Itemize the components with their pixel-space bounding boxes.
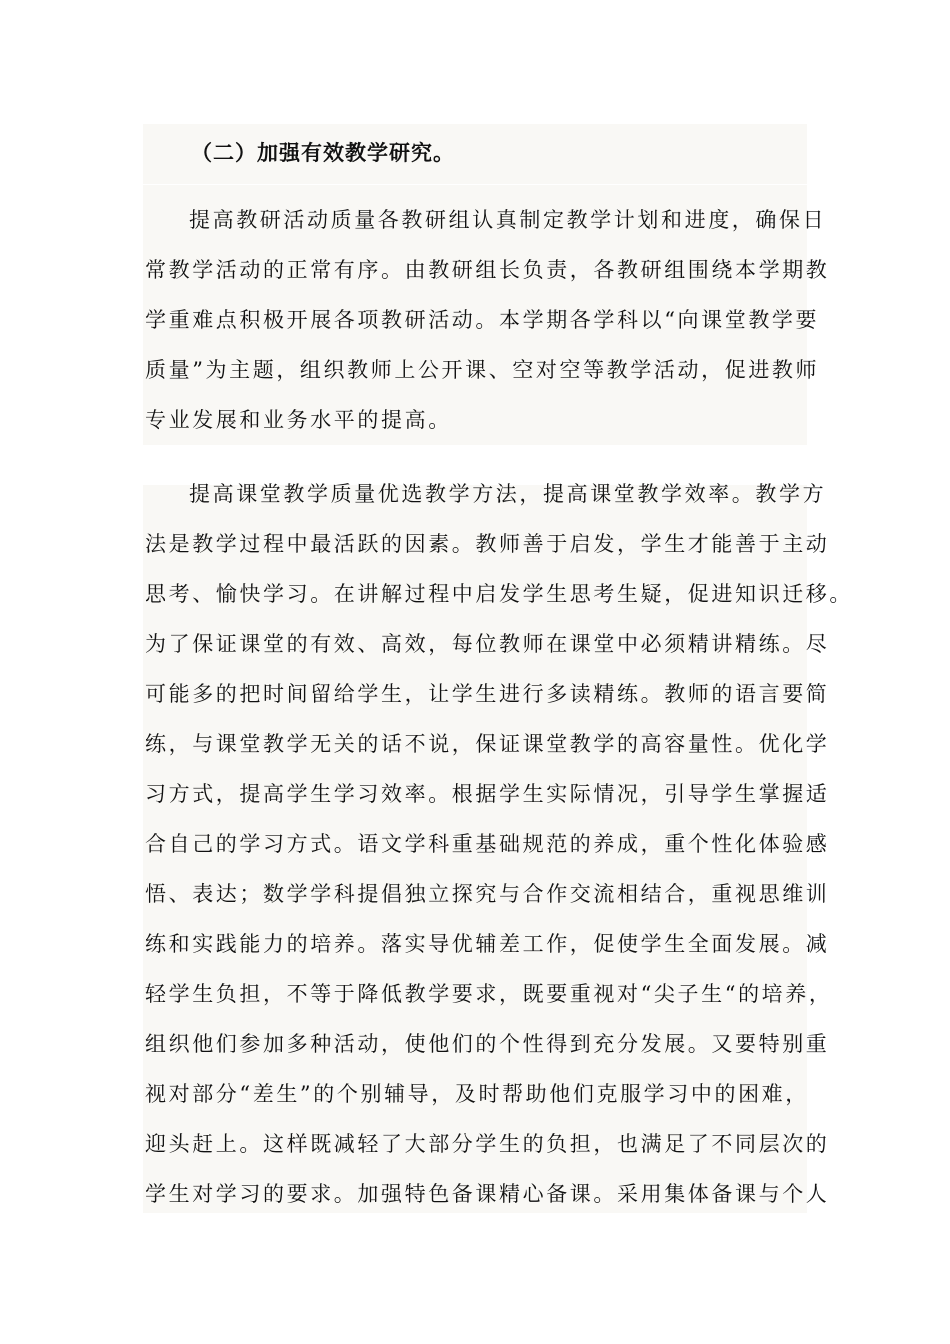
- paragraph-2-line-9: 悟、表达；数学学科提倡独立探究与合作交流相结合，重视思维训: [145, 882, 830, 906]
- paragraph-2-line-13: 视对部分“差生”的个别辅导，及时帮助他们克服学习中的困难，: [145, 1082, 809, 1106]
- section-heading: （二）加强有效教学研究。: [191, 140, 455, 165]
- paragraph-2-line-12: 组织他们参加多种活动，使他们的个性得到充分发展。又要特别重: [145, 1032, 830, 1056]
- paragraph-2-line-1: 提高课堂教学质量优选教学方法，提高课堂教学效率。教学方: [189, 482, 827, 506]
- paragraph-1-line-1: 提高教研活动质量各教研组认真制定教学计划和进度，确保日: [189, 208, 827, 232]
- document-body: [143, 185, 853, 1213]
- paragraph-2-line-6: 练，与课堂教学无关的话不说，保证课堂教学的高容量性。优化学: [145, 732, 830, 756]
- paragraph-1-line-2: 常教学活动的正常有序。由教研组长负责，各教研组围绕本学期教: [145, 258, 830, 282]
- paragraph-2-line-2: 法是教学过程中最活跃的因素。教师善于启发，学生才能善于主动: [145, 532, 830, 556]
- paragraph-2-line-11: 轻学生负担，不等于降低教学要求，既要重视对“尖子生“的培养，: [145, 982, 833, 1006]
- section-heading-block: [143, 124, 807, 184]
- paragraph-1-line-3: 学重难点积极开展各项教研活动。本学期各学科以“向课堂教学要: [145, 308, 820, 332]
- paragraph-2-line-8: 合自己的学习方式。语文学科重基础规范的养成，重个性化体验感: [145, 832, 830, 856]
- paragraph-2-line-14: 迎头赶上。这样既减轻了大部分学生的负担，也满足了不同层次的: [145, 1132, 830, 1156]
- paragraph-2-line-4: 为了保证课堂的有效、高效，每位教师在课堂中必须精讲精练。尽: [145, 632, 830, 656]
- paragraph-2-line-7: 习方式，提高学生学习效率。根据学生实际情况，引导学生掌握适: [145, 782, 830, 806]
- paragraph-2-line-5: 可能多的把时间留给学生，让学生进行多读精练。教师的语言要简: [145, 682, 830, 706]
- paragraph-2-line-3: 思考、愉快学习。在讲解过程中启发学生思考生疑，促进知识迁移。: [145, 582, 853, 606]
- paragraph-2-line-10: 练和实践能力的培养。落实导优辅差工作，促使学生全面发展。减: [145, 932, 830, 956]
- paragraph-1-line-5: 专业发展和业务水平的提高。: [145, 408, 452, 432]
- paragraph-1-line-4: 质量”为主题，组织教师上公开课、空对空等教学活动，促进教师: [145, 358, 820, 382]
- paragraph-2-line-15: 学生对学习的要求。加强特色备课精心备课。采用集体备课与个人: [145, 1182, 830, 1206]
- paragraph-gap: [143, 445, 807, 485]
